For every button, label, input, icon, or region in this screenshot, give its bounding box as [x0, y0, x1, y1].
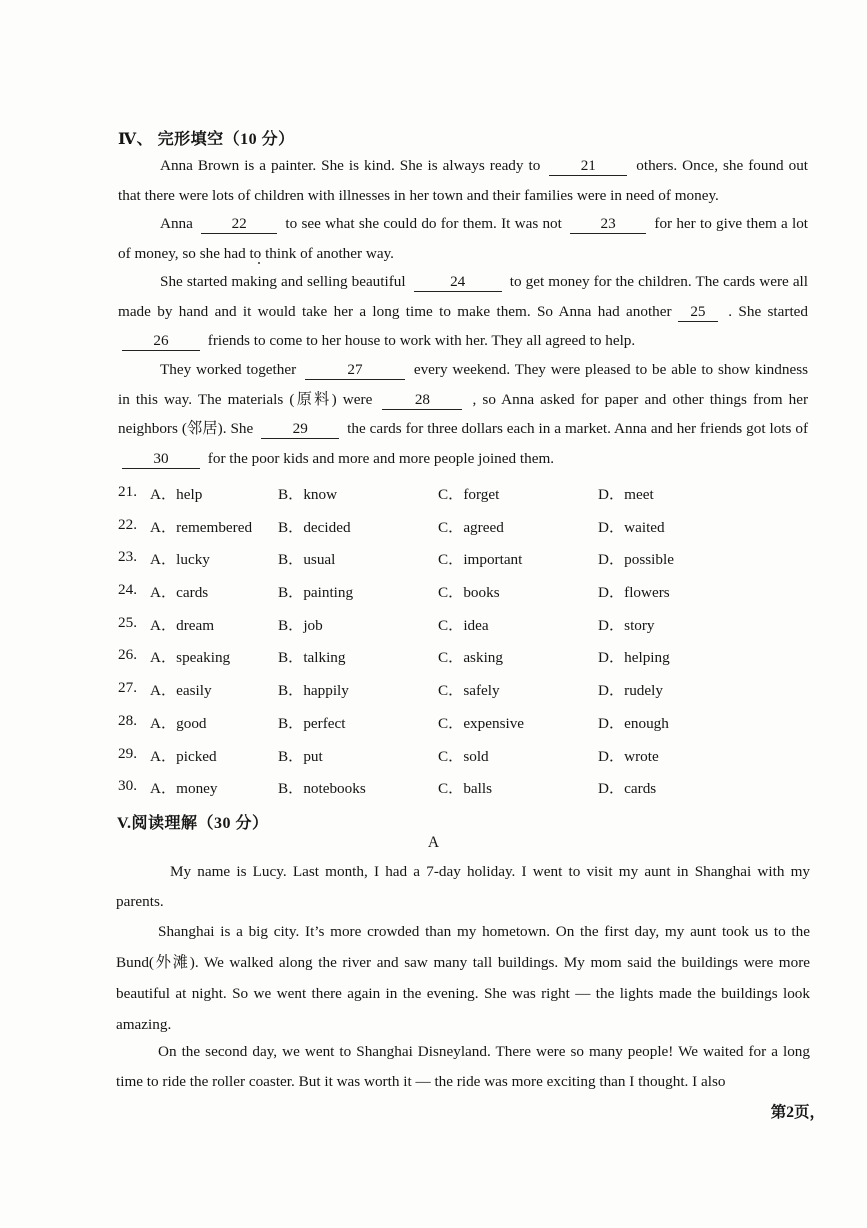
option-row: 21. A．help B．know C．forget D．meet [118, 483, 654, 503]
option-row: 30. A．money B．notebooks C．balls D．cards [118, 777, 657, 798]
answer-options [118, 479, 808, 806]
blank-28: 28 [382, 391, 462, 410]
option-row: 24. A．cards B．painting C．books D．flowers [118, 581, 670, 602]
option-row: 26. A．speaking B．talking C．asking D．helping [118, 646, 670, 667]
blank-25: 25 [678, 303, 718, 322]
speck [258, 262, 260, 264]
reading-paragraph-3: On the second day, we went to Shanghai Disneyland. There were so many people! We waited for a long time to ride the roller coaster. But it was worth it — the ride was more exciting than I thought. I also [116, 1043, 810, 1090]
blank-30: 30 [122, 450, 200, 469]
option-row: 25. A．dream B．job C．idea D．story [118, 613, 655, 634]
blank-23: 23 [570, 215, 646, 234]
blank-27: 27 [305, 361, 405, 380]
option-row: 23. A．lucky B．usual C．important D．possible [118, 548, 674, 569]
option-row: 22. A．remembered B．decided C．agreed D．waited [118, 515, 665, 536]
cloze-paragraph-3: She started making and selling beautiful 24 to get money for the children. The cards were all made by hand and it would take her a long time to make them. So Anna had another 25 . She started 26 friends to come to her house to work with her. They all agreed to help. [118, 273, 809, 349]
blank-26: 26 [122, 332, 200, 351]
option-row: 29. A．picked B．put C．sold D．wrote [118, 744, 659, 765]
blank-21: 21 [549, 157, 627, 176]
blank-22: 22 [201, 215, 277, 234]
cloze-paragraph-4: They worked together 27 every weekend. They were pleased to be able to show kindness in this way. The materials (原料) were 28 , so Anna asked for paper and other things from her neighbors (邻居). She 29 the cards for three dollars each in a market. Anna and her friends got lots of 30 for the poor kids and more and more people joined them. [118, 361, 809, 467]
cloze-paragraph-2: Anna 22 to see what she could do for them. It was not 23 for her to give them a lot of money, so she had to think of another way. [118, 215, 809, 262]
section-5-title: V.阅读理解（30 分） [117, 815, 269, 832]
option-row: 28. A．good B．perfect C．expensive D．enough [118, 711, 669, 732]
reading-paragraph-1: My name is Lucy. Last month, I had a 7-day holiday. I went to visit my aunt in Shanghai with my parents. [116, 863, 810, 910]
blank-29: 29 [261, 420, 339, 439]
cloze-paragraph-1: Anna Brown is a painter. She is kind. She is always ready to 21 others. Once, she found out that there were lots of children with illnesses in her town and their families were in need of money. [118, 157, 809, 204]
passage-label: A [427, 834, 440, 851]
page-number: 第2页， [770, 1104, 825, 1121]
reading-paragraph-2: Shanghai is a big city. It’s more crowded than my hometown. On the first day, my aunt took us to the Bund(外滩). We walked along the river and saw many tall buildings. My mom said the buildings were more beautiful at night. So we went there again in the evening. She was right — the lights made the buildings look amazing. [116, 923, 810, 1033]
blank-24: 24 [414, 273, 502, 292]
option-row: 27. A．easily B．happily C．safely D．rudely [118, 679, 663, 700]
section-4-title: Ⅳ、 完形填空（10 分） [118, 131, 295, 148]
